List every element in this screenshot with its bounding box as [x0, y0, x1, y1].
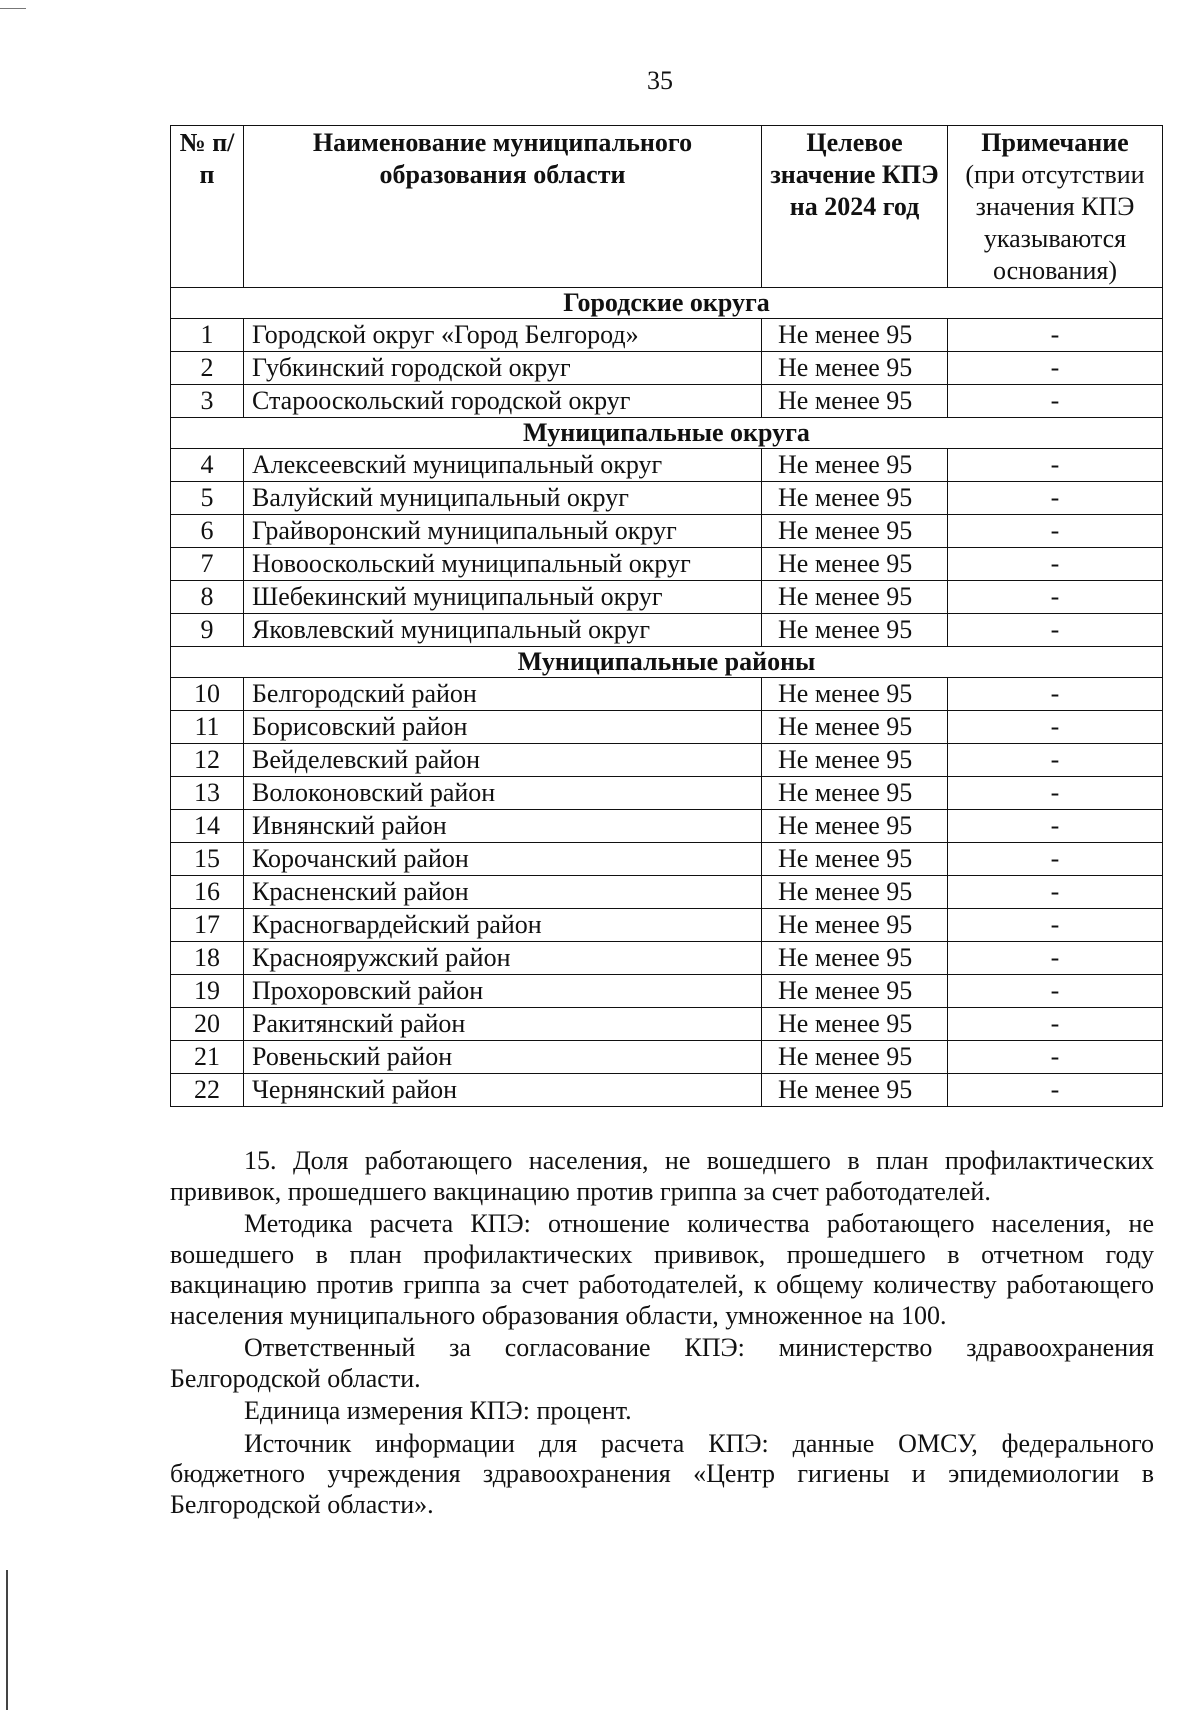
row-name: Волоконовский район	[244, 777, 762, 810]
row-number: 19	[171, 975, 244, 1008]
row-note: -	[948, 942, 1163, 975]
row-name: Новооскольский муниципальный округ	[244, 548, 762, 581]
row-target-value: Не менее 95	[762, 449, 948, 482]
header-name: Наименование муниципального образования области	[244, 126, 762, 288]
table-row	[171, 876, 1163, 909]
section-title: Муниципальные округа	[171, 418, 1163, 449]
body-text	[170, 1146, 1154, 1522]
row-number: 18	[171, 942, 244, 975]
row-name: Шебекинский муниципальный округ	[244, 581, 762, 614]
header-target: Целевое значение КПЭ на 2024 год	[762, 126, 948, 288]
row-number: 13	[171, 777, 244, 810]
table-row	[171, 1074, 1163, 1107]
table-row	[171, 810, 1163, 843]
table-row	[171, 678, 1163, 711]
row-number: 22	[171, 1074, 244, 1107]
row-number: 2	[171, 352, 244, 385]
row-name: Алексеевский муниципальный округ	[244, 449, 762, 482]
paragraph: Ответственный за согласование КПЭ: министерство здравоохранения Белгородской области.	[170, 1333, 1154, 1393]
row-note: -	[948, 909, 1163, 942]
row-target-value: Не менее 95	[762, 711, 948, 744]
row-target-value: Не менее 95	[762, 319, 948, 352]
row-number: 15	[171, 843, 244, 876]
row-note: -	[948, 678, 1163, 711]
section-title: Городские округа	[171, 288, 1163, 319]
table-row	[171, 581, 1163, 614]
kpe-table	[170, 125, 1163, 1107]
row-note: -	[948, 1041, 1163, 1074]
row-name: Грайворонский муниципальный округ	[244, 515, 762, 548]
row-number: 8	[171, 581, 244, 614]
header-note	[948, 126, 1163, 288]
paragraph: 15. Доля работающего населения, не вошедшего в план профилактических прививок, прошедшего вакцинацию против гриппа за счет работодателей.	[170, 1146, 1154, 1206]
row-target-value: Не менее 95	[762, 515, 948, 548]
table-row	[171, 319, 1163, 352]
row-note: -	[948, 385, 1163, 418]
table-row	[171, 614, 1163, 647]
row-name: Валуйский муниципальный округ	[244, 482, 762, 515]
row-target-value: Не менее 95	[762, 810, 948, 843]
row-note: -	[948, 1008, 1163, 1041]
row-target-value: Не менее 95	[762, 909, 948, 942]
table-row	[171, 548, 1163, 581]
row-note: -	[948, 777, 1163, 810]
row-number: 21	[171, 1041, 244, 1074]
row-number: 20	[171, 1008, 244, 1041]
row-number: 1	[171, 319, 244, 352]
row-target-value: Не менее 95	[762, 1074, 948, 1107]
row-note: -	[948, 614, 1163, 647]
row-note: -	[948, 548, 1163, 581]
row-target-value: Не менее 95	[762, 942, 948, 975]
header-num: № п/п	[171, 126, 244, 288]
paragraph: Методика расчета КПЭ: отношение количества работающего населения, не вошедшего в план профилактических прививок, прошедшего в отчетном году вакцинацию против гриппа за счет работодателей, к общему количеству работающего населения муниципального образования области, умноженное на 100.	[170, 1209, 1154, 1330]
row-note: -	[948, 449, 1163, 482]
table-row	[171, 843, 1163, 876]
row-target-value: Не менее 95	[762, 975, 948, 1008]
table-row	[171, 352, 1163, 385]
row-name: Прохоровский район	[244, 975, 762, 1008]
row-name: Ракитянский район	[244, 1008, 762, 1041]
row-name: Красненский район	[244, 876, 762, 909]
row-note: -	[948, 711, 1163, 744]
row-name: Борисовский район	[244, 711, 762, 744]
row-number: 10	[171, 678, 244, 711]
row-target-value: Не менее 95	[762, 482, 948, 515]
scan-corner-mark	[0, 0, 26, 9]
row-number: 12	[171, 744, 244, 777]
section-row	[171, 288, 1163, 319]
row-name: Городской округ «Город Белгород»	[244, 319, 762, 352]
row-note: -	[948, 810, 1163, 843]
row-note: -	[948, 581, 1163, 614]
row-target-value: Не менее 95	[762, 843, 948, 876]
row-name: Губкинский городской округ	[244, 352, 762, 385]
table-row	[171, 449, 1163, 482]
header-note-title: Примечание	[981, 128, 1129, 157]
row-note: -	[948, 482, 1163, 515]
row-name: Белгородский район	[244, 678, 762, 711]
row-number: 11	[171, 711, 244, 744]
row-number: 6	[171, 515, 244, 548]
table-row	[171, 711, 1163, 744]
row-number: 9	[171, 614, 244, 647]
row-name: Красногвардейский район	[244, 909, 762, 942]
table-row	[171, 975, 1163, 1008]
row-target-value: Не менее 95	[762, 1008, 948, 1041]
row-number: 7	[171, 548, 244, 581]
section-row	[171, 647, 1163, 678]
row-target-value: Не менее 95	[762, 1041, 948, 1074]
row-target-value: Не менее 95	[762, 548, 948, 581]
table-row	[171, 942, 1163, 975]
row-note: -	[948, 876, 1163, 909]
row-name: Вейделевский район	[244, 744, 762, 777]
page-number: 35	[647, 66, 673, 95]
row-target-value: Не менее 95	[762, 876, 948, 909]
row-target-value: Не менее 95	[762, 744, 948, 777]
row-note: -	[948, 319, 1163, 352]
row-number: 3	[171, 385, 244, 418]
table-row	[171, 385, 1163, 418]
row-number: 17	[171, 909, 244, 942]
table-row	[171, 482, 1163, 515]
row-number: 4	[171, 449, 244, 482]
row-note: -	[948, 744, 1163, 777]
row-target-value: Не менее 95	[762, 581, 948, 614]
row-target-value: Не менее 95	[762, 777, 948, 810]
row-number: 16	[171, 876, 244, 909]
table-header-row	[171, 126, 1163, 288]
paragraph: Единица измерения КПЭ: процент.	[244, 1396, 632, 1425]
table-body	[171, 288, 1163, 1107]
section-title: Муниципальные районы	[171, 647, 1163, 678]
table-row	[171, 909, 1163, 942]
paragraph: Источник информации для расчета КПЭ: данные ОМСУ, федерального бюджетного учреждения здравоохранения «Центр гигиены и эпидемиологии в Белгородской области».	[170, 1428, 1154, 1519]
row-target-value: Не менее 95	[762, 352, 948, 385]
row-note: -	[948, 1074, 1163, 1107]
row-note: -	[948, 352, 1163, 385]
table-row	[171, 515, 1163, 548]
row-name: Ивнянский район	[244, 810, 762, 843]
row-note: -	[948, 843, 1163, 876]
row-name: Яковлевский муниципальный округ	[244, 614, 762, 647]
table-row	[171, 744, 1163, 777]
row-number: 5	[171, 482, 244, 515]
row-note: -	[948, 515, 1163, 548]
table-row	[171, 1008, 1163, 1041]
row-name: Чернянский район	[244, 1074, 762, 1107]
row-note: -	[948, 975, 1163, 1008]
section-row	[171, 418, 1163, 449]
row-target-value: Не менее 95	[762, 385, 948, 418]
scan-margin-line	[6, 1570, 8, 1710]
table-row	[171, 1041, 1163, 1074]
row-target-value: Не менее 95	[762, 678, 948, 711]
row-name: Краснояружский район	[244, 942, 762, 975]
header-note-rest: (при отсутствии значения КПЭ указываются основания)	[965, 160, 1145, 285]
row-name: Старооскольский городской округ	[244, 385, 762, 418]
row-number: 14	[171, 810, 244, 843]
row-name: Ровеньский район	[244, 1041, 762, 1074]
row-target-value: Не менее 95	[762, 614, 948, 647]
table-row	[171, 777, 1163, 810]
row-name: Корочанский район	[244, 843, 762, 876]
